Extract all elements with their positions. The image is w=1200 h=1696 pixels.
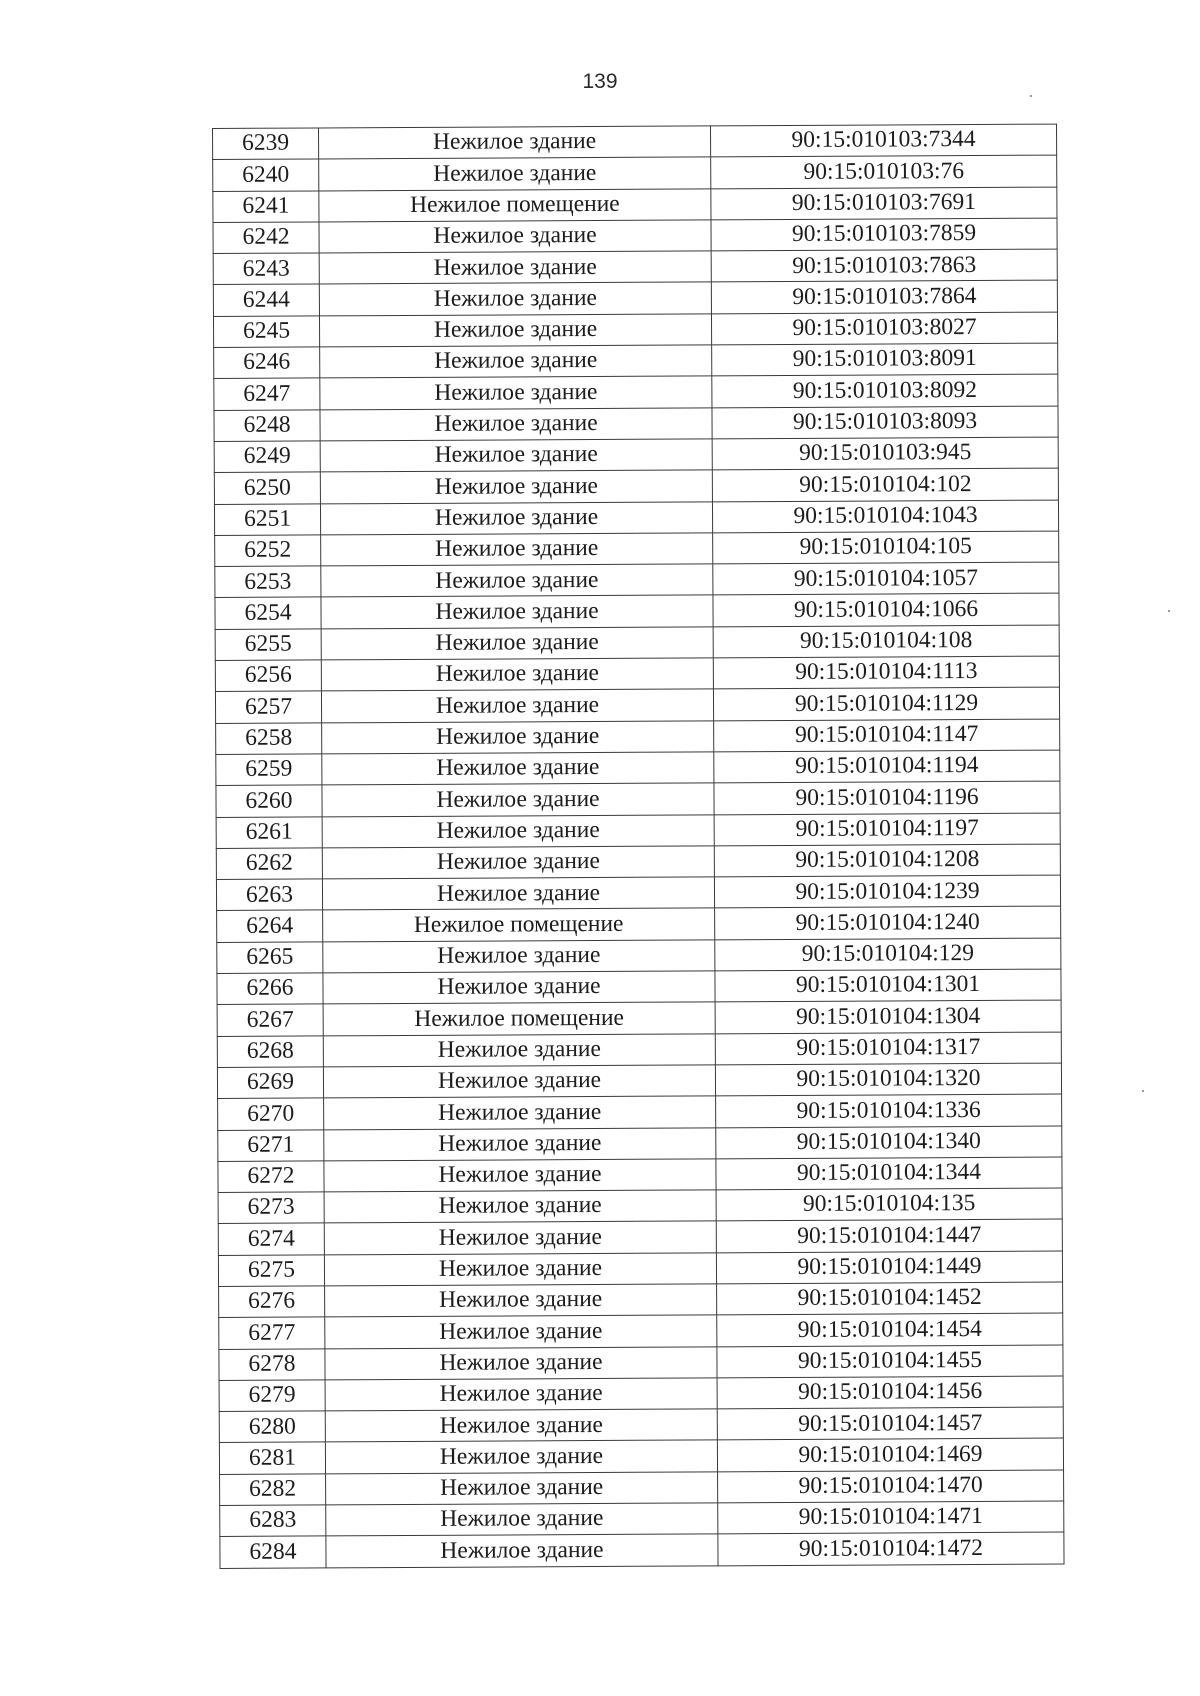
cadastral-number-cell: 90:15:010104:1066 bbox=[713, 594, 1059, 627]
object-type-cell: Нежилое здание bbox=[322, 721, 714, 754]
table-row bbox=[217, 906, 1061, 942]
scan-speck bbox=[1168, 610, 1170, 612]
row-number-cell: 6262 bbox=[216, 848, 322, 880]
object-type-cell: Нежилое здание bbox=[322, 846, 714, 879]
object-type-cell: Нежилое здание bbox=[321, 595, 713, 628]
row-number-cell: 6248 bbox=[214, 410, 320, 442]
table-row bbox=[216, 750, 1060, 786]
object-type-cell: Нежилое здание bbox=[319, 220, 711, 253]
row-number-cell: 6242 bbox=[213, 222, 319, 254]
object-type-cell: Нежилое здание bbox=[322, 814, 714, 847]
object-type-cell: Нежилое здание bbox=[321, 564, 713, 597]
object-type-cell: Нежилое здание bbox=[324, 1190, 716, 1223]
row-number-cell: 6271 bbox=[218, 1129, 324, 1161]
cadastral-number-cell: 90:15:010103:8092 bbox=[712, 374, 1058, 407]
table-row bbox=[213, 312, 1057, 348]
row-number-cell: 6277 bbox=[219, 1317, 325, 1349]
object-type-cell: Нежилое здание bbox=[324, 1159, 716, 1192]
cadastral-number-cell: 90:15:010103:7691 bbox=[711, 187, 1057, 220]
row-number-cell: 6244 bbox=[213, 284, 319, 316]
cadastral-number-cell: 90:15:010104:1449 bbox=[716, 1251, 1062, 1284]
cadastral-number-cell: 90:15:010104:1317 bbox=[715, 1032, 1061, 1065]
row-number-cell: 6259 bbox=[216, 754, 322, 786]
row-number-cell: 6249 bbox=[214, 441, 320, 473]
table-row bbox=[215, 687, 1059, 723]
row-number-cell: 6280 bbox=[219, 1411, 325, 1443]
row-number-cell: 6255 bbox=[215, 629, 321, 661]
table-row bbox=[219, 1313, 1063, 1349]
table-row bbox=[219, 1376, 1063, 1412]
cadastral-number-cell: 90:15:010103:7863 bbox=[711, 249, 1057, 282]
row-number-cell: 6274 bbox=[218, 1223, 324, 1255]
cadastral-number-cell: 90:15:010104:135 bbox=[716, 1188, 1062, 1221]
row-number-cell: 6267 bbox=[217, 1004, 323, 1036]
row-number-cell: 6243 bbox=[213, 253, 319, 285]
cadastral-number-cell: 90:15:010104:1344 bbox=[716, 1157, 1062, 1190]
cadastral-number-cell: 90:15:010104:1470 bbox=[718, 1470, 1064, 1503]
cadastral-number-cell: 90:15:010104:102 bbox=[712, 468, 1058, 501]
scan-speck bbox=[1030, 95, 1032, 97]
table-row bbox=[213, 281, 1057, 317]
table-row bbox=[215, 562, 1059, 598]
row-number-cell: 6251 bbox=[214, 503, 320, 535]
object-type-cell: Нежилое здание bbox=[324, 1253, 716, 1286]
table-row bbox=[219, 1439, 1063, 1475]
table-row bbox=[219, 1345, 1063, 1381]
table-row bbox=[216, 875, 1060, 911]
object-type-cell: Нежилое здание bbox=[325, 1284, 717, 1317]
row-number-cell: 6276 bbox=[219, 1286, 325, 1318]
object-type-cell: Нежилое здание bbox=[321, 658, 713, 691]
table-row bbox=[215, 594, 1059, 630]
cadastral-number-cell: 90:15:010103:76 bbox=[711, 155, 1057, 188]
row-number-cell: 6273 bbox=[218, 1192, 324, 1224]
object-type-cell: Нежилое здание bbox=[319, 282, 711, 315]
object-type-cell: Нежилое здание bbox=[324, 1127, 716, 1160]
table-row bbox=[215, 625, 1059, 661]
row-number-cell: 6256 bbox=[215, 660, 321, 692]
row-number-cell: 6241 bbox=[213, 191, 319, 223]
object-type-cell: Нежилое здание bbox=[322, 783, 714, 816]
row-number-cell: 6254 bbox=[215, 597, 321, 629]
object-type-cell: Нежилое здание bbox=[326, 1472, 718, 1505]
cadastral-number-cell: 90:15:010104:1452 bbox=[717, 1282, 1063, 1315]
object-type-cell: Нежилое здание bbox=[323, 940, 715, 973]
row-number-cell: 6260 bbox=[216, 785, 322, 817]
property-table bbox=[212, 124, 1065, 1569]
cadastral-number-cell: 90:15:010104:1320 bbox=[715, 1063, 1061, 1096]
table-row bbox=[216, 781, 1060, 817]
row-number-cell: 6272 bbox=[218, 1161, 324, 1193]
cadastral-number-cell: 90:15:010104:1455 bbox=[717, 1345, 1063, 1378]
cadastral-number-cell: 90:15:010104:1340 bbox=[716, 1126, 1062, 1159]
cadastral-number-cell: 90:15:010104:129 bbox=[715, 938, 1061, 971]
row-number-cell: 6275 bbox=[218, 1255, 324, 1287]
object-type-cell: Нежилое помещение bbox=[323, 1002, 715, 1035]
table-row bbox=[213, 187, 1057, 223]
scan-speck bbox=[1142, 1090, 1144, 1092]
table-row bbox=[218, 1094, 1062, 1130]
row-number-cell: 6246 bbox=[214, 347, 320, 379]
object-type-cell: Нежилое здание bbox=[319, 314, 711, 347]
object-type-cell: Нежилое здание bbox=[326, 1534, 718, 1567]
row-number-cell: 6252 bbox=[215, 535, 321, 567]
cadastral-number-cell: 90:15:010103:7344 bbox=[710, 124, 1056, 157]
object-type-cell: Нежилое здание bbox=[320, 408, 712, 441]
table-row bbox=[217, 1000, 1061, 1036]
row-number-cell: 6258 bbox=[216, 723, 322, 755]
cadastral-number-cell: 90:15:010104:1057 bbox=[713, 562, 1059, 595]
object-type-cell: Нежилое здание bbox=[325, 1378, 717, 1411]
table-row bbox=[214, 406, 1058, 442]
row-number-cell: 6268 bbox=[217, 1036, 323, 1068]
table-row bbox=[213, 124, 1057, 160]
object-type-cell: Нежилое здание bbox=[319, 157, 711, 190]
object-type-cell: Нежилое здание bbox=[324, 1221, 716, 1254]
table-row bbox=[214, 468, 1058, 504]
row-number-cell: 6257 bbox=[215, 691, 321, 723]
object-type-cell: Нежилое помещение bbox=[319, 188, 711, 221]
table-row bbox=[218, 1157, 1062, 1193]
table-row bbox=[220, 1470, 1064, 1506]
object-type-cell: Нежилое здание bbox=[323, 1065, 715, 1098]
cadastral-number-cell: 90:15:010104:1471 bbox=[718, 1501, 1064, 1534]
row-number-cell: 6266 bbox=[217, 973, 323, 1005]
table-row bbox=[214, 343, 1058, 379]
table-row bbox=[220, 1501, 1064, 1537]
table-body bbox=[213, 124, 1065, 1568]
cadastral-number-cell: 90:15:010104:1336 bbox=[716, 1094, 1062, 1127]
cadastral-number-cell: 90:15:010104:1208 bbox=[714, 844, 1060, 877]
table-row bbox=[217, 1063, 1061, 1099]
table-row bbox=[220, 1532, 1064, 1568]
cadastral-number-cell: 90:15:010103:8027 bbox=[711, 312, 1057, 345]
row-number-cell: 6265 bbox=[217, 942, 323, 974]
object-type-cell: Нежилое здание bbox=[322, 752, 714, 785]
row-number-cell: 6239 bbox=[213, 128, 319, 160]
table-row bbox=[214, 500, 1058, 536]
row-number-cell: 6261 bbox=[216, 816, 322, 848]
object-type-cell: Нежилое здание bbox=[319, 126, 711, 159]
cadastral-number-cell: 90:15:010104:1113 bbox=[713, 656, 1059, 689]
object-type-cell: Нежилое здание bbox=[325, 1315, 717, 1348]
row-number-cell: 6284 bbox=[220, 1536, 326, 1568]
table-row bbox=[215, 656, 1059, 692]
cadastral-number-cell: 90:15:010104:1240 bbox=[715, 906, 1061, 939]
table-row bbox=[216, 844, 1060, 880]
cadastral-number-cell: 90:15:010103:945 bbox=[712, 437, 1058, 470]
object-type-cell: Нежилое здание bbox=[320, 470, 712, 503]
row-number-cell: 6253 bbox=[215, 566, 321, 598]
row-number-cell: 6245 bbox=[213, 316, 319, 348]
cadastral-number-cell: 90:15:010104:1129 bbox=[713, 687, 1059, 720]
object-type-cell: Нежилое здание bbox=[320, 376, 712, 409]
row-number-cell: 6281 bbox=[219, 1442, 325, 1474]
object-type-cell: Нежилое здание bbox=[323, 971, 715, 1004]
table-row bbox=[214, 374, 1058, 410]
cadastral-number-cell: 90:15:010104:1196 bbox=[714, 781, 1060, 814]
object-type-cell: Нежилое здание bbox=[320, 439, 712, 472]
cadastral-number-cell: 90:15:010104:1301 bbox=[715, 969, 1061, 1002]
object-type-cell: Нежилое здание bbox=[323, 1033, 715, 1066]
table-row bbox=[219, 1407, 1063, 1443]
cadastral-number-cell: 90:15:010104:1457 bbox=[717, 1407, 1063, 1440]
row-number-cell: 6279 bbox=[219, 1380, 325, 1412]
object-type-cell: Нежилое здание bbox=[325, 1440, 717, 1473]
cadastral-number-cell: 90:15:010104:108 bbox=[713, 625, 1059, 658]
cadastral-number-cell: 90:15:010104:1239 bbox=[714, 875, 1060, 908]
cadastral-number-cell: 90:15:010104:1197 bbox=[714, 813, 1060, 846]
cadastral-number-cell: 90:15:010104:1454 bbox=[717, 1313, 1063, 1346]
object-type-cell: Нежилое здание bbox=[321, 627, 713, 660]
table-row bbox=[213, 155, 1057, 191]
cadastral-number-cell: 90:15:010103:7859 bbox=[711, 218, 1057, 251]
row-number-cell: 6270 bbox=[218, 1098, 324, 1130]
object-type-cell: Нежилое здание bbox=[325, 1409, 717, 1442]
cadastral-number-cell: 90:15:010103:7864 bbox=[711, 281, 1057, 314]
row-number-cell: 6278 bbox=[219, 1349, 325, 1381]
object-type-cell: Нежилое здание bbox=[326, 1503, 718, 1536]
table-row bbox=[218, 1126, 1062, 1162]
row-number-cell: 6247 bbox=[214, 378, 320, 410]
table-row bbox=[216, 813, 1060, 849]
cadastral-number-cell: 90:15:010104:1043 bbox=[712, 500, 1058, 533]
cadastral-number-cell: 90:15:010104:1194 bbox=[714, 750, 1060, 783]
table-row bbox=[215, 531, 1059, 567]
object-type-cell: Нежилое здание bbox=[324, 1096, 716, 1129]
row-number-cell: 6263 bbox=[216, 879, 322, 911]
cadastral-number-cell: 90:15:010104:1147 bbox=[714, 719, 1060, 752]
table-row bbox=[217, 1032, 1061, 1068]
row-number-cell: 6240 bbox=[213, 159, 319, 191]
object-type-cell: Нежилое здание bbox=[319, 251, 711, 284]
row-number-cell: 6250 bbox=[214, 472, 320, 504]
object-type-cell: Нежилое помещение bbox=[323, 908, 715, 941]
object-type-cell: Нежилое здание bbox=[320, 345, 712, 378]
table-row bbox=[218, 1188, 1062, 1224]
cadastral-number-cell: 90:15:010104:1472 bbox=[718, 1532, 1064, 1565]
table-row bbox=[218, 1251, 1062, 1287]
row-number-cell: 6269 bbox=[217, 1067, 323, 1099]
cadastral-number-cell: 90:15:010104:1447 bbox=[716, 1219, 1062, 1252]
object-type-cell: Нежилое здание bbox=[321, 689, 713, 722]
table-row bbox=[218, 1219, 1062, 1255]
object-type-cell: Нежилое здание bbox=[321, 533, 713, 566]
cadastral-number-cell: 90:15:010104:1456 bbox=[717, 1376, 1063, 1409]
table-row bbox=[219, 1282, 1063, 1318]
table-row bbox=[214, 437, 1058, 473]
cadastral-number-cell: 90:15:010104:1304 bbox=[715, 1000, 1061, 1033]
cadastral-number-cell: 90:15:010103:8093 bbox=[712, 406, 1058, 439]
object-type-cell: Нежилое здание bbox=[325, 1346, 717, 1379]
table-row bbox=[217, 938, 1061, 974]
table-row bbox=[213, 218, 1057, 254]
cadastral-number-cell: 90:15:010104:1469 bbox=[717, 1439, 1063, 1472]
row-number-cell: 6264 bbox=[217, 910, 323, 942]
cadastral-number-cell: 90:15:010104:105 bbox=[713, 531, 1059, 564]
cadastral-number-cell: 90:15:010103:8091 bbox=[712, 343, 1058, 376]
object-type-cell: Нежилое здание bbox=[320, 501, 712, 534]
row-number-cell: 6283 bbox=[220, 1505, 326, 1537]
page-number: 139 bbox=[582, 70, 618, 93]
object-type-cell: Нежилое здание bbox=[322, 877, 714, 910]
table-row bbox=[216, 719, 1060, 755]
row-number-cell: 6282 bbox=[220, 1474, 326, 1506]
table-row bbox=[217, 969, 1061, 1005]
table-row bbox=[213, 249, 1057, 285]
